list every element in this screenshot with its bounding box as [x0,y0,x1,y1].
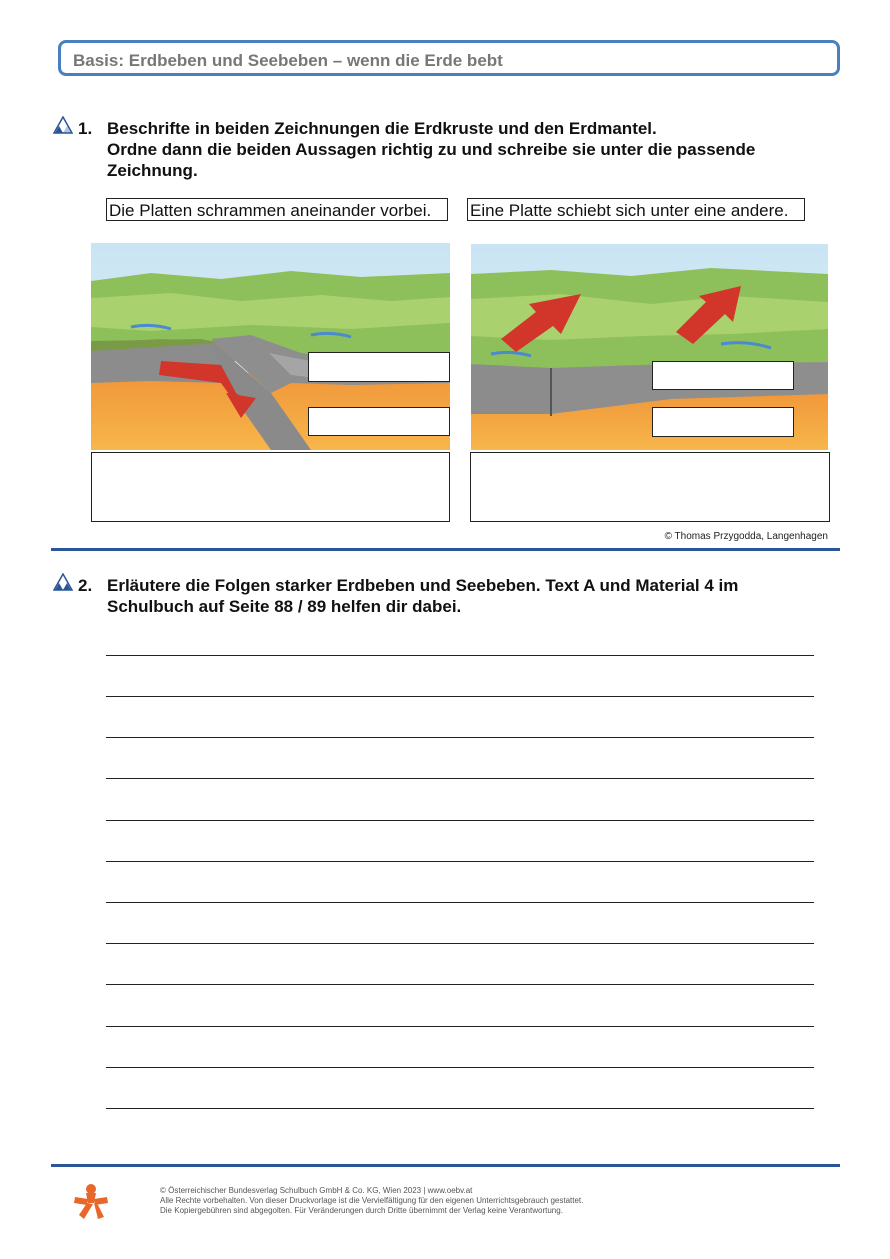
writing-line[interactable] [106,861,814,862]
section-divider [51,548,840,551]
difficulty-icon [53,116,73,134]
statement-box: Die Platten schrammen aneinander vorbei. [106,198,448,221]
writing-line[interactable] [106,1108,814,1109]
footer-line: Die Kopiergebühren sind abgegolten. Für Veränderungen durch Dritte übernimmt der Verlag keine Verantwortung. [160,1206,563,1215]
writing-line[interactable] [106,984,814,985]
writing-line[interactable] [106,943,814,944]
writing-line[interactable] [106,902,814,903]
answer-box-right[interactable] [470,452,830,522]
writing-line[interactable] [106,696,814,697]
image-credit: © Thomas Przygodda, Langenhagen [664,531,828,542]
task-instruction [107,575,738,617]
footer-divider [51,1164,840,1167]
subduction-illustration [91,243,450,450]
task-number: 1. [78,119,93,138]
label-field-mantle[interactable] [308,407,450,436]
instruction-line: Erläutere die Folgen starker Erdbeben und Seebeben. Text A und Material 4 im [107,576,739,595]
label-field-crust[interactable] [308,352,450,382]
statement-box: Eine Platte schiebt sich unter eine andere. [467,198,805,221]
writing-line[interactable] [106,820,814,821]
writing-line[interactable] [106,778,814,779]
writing-line[interactable] [106,737,814,738]
difficulty-icon [53,573,73,591]
task-number: 2. [78,576,93,595]
label-field-crust[interactable] [652,361,794,390]
writing-line[interactable] [106,655,814,656]
instruction-line: Beschrifte in beiden Zeichnungen die Erdkruste und den Erdmantel. [107,119,657,138]
instruction-line: Ordne dann die beiden Aussagen richtig zu und schreibe sie unter die passende [107,140,756,159]
instruction-line: Schulbuch auf Seite 88 / 89 helfen dir dabei. [107,597,462,616]
answer-box-left[interactable] [91,452,450,522]
writing-line[interactable] [106,1067,814,1068]
footer-line: © Österreichischer Bundesverlag Schulbuch GmbH & Co. KG, Wien 2023 | www.oebv.at [160,1186,473,1195]
header-box [58,40,840,76]
task-instruction [107,118,755,181]
page-title: Basis: Erdbeben und Seebeben – wenn die Erde bebt [73,51,503,70]
label-field-mantle[interactable] [652,407,794,437]
instruction-line: Zeichnung. [107,161,198,180]
writing-line[interactable] [106,1026,814,1027]
copyright-notice [160,1186,583,1216]
publisher-logo-icon [72,1183,110,1221]
footer-line: Alle Rechte vorbehalten. Von dieser Druckvorlage ist die Vervielfältigung für den eigenen Unterrichtsgebrauch gestattet. [160,1196,584,1205]
transform-illustration [471,244,828,450]
